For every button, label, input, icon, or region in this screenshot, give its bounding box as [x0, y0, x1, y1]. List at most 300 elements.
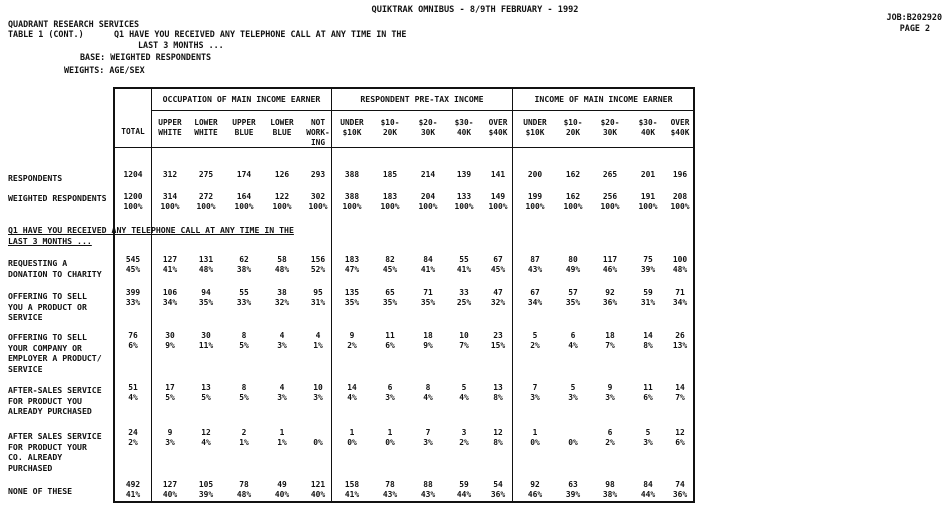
cell-count: 191 [640, 192, 656, 201]
row-label-line: AFTER-SALES SERVICE [8, 385, 102, 395]
cell-percent: 6% [675, 438, 685, 448]
table-cell [408, 480, 448, 501]
cell-count: 1 [532, 428, 538, 437]
cell-percent: 2% [347, 341, 357, 351]
cell-count: 121 [310, 480, 326, 489]
cell-percent: 32% [490, 298, 506, 308]
cell-count: 141 [490, 170, 506, 179]
cell-percent: 7% [459, 341, 469, 351]
cell-percent: 32% [274, 298, 290, 308]
cell-percent: 100% [670, 202, 690, 212]
cell-percent: 2% [128, 438, 138, 448]
column-header-line: NOT [310, 118, 326, 127]
cell-percent: 39% [198, 490, 214, 500]
cell-count: 127 [162, 255, 178, 264]
job-number: JOB:B202920 [886, 12, 942, 22]
column-header-line: ING [310, 137, 326, 147]
cell-count: 149 [490, 192, 506, 201]
cell-count: 84 [643, 480, 653, 489]
cell-percent: 9% [165, 341, 175, 351]
table-cell [478, 288, 518, 309]
cell-count: 312 [162, 170, 178, 179]
column-header-line: 20K [382, 127, 398, 137]
table-cell [660, 331, 700, 352]
question-row-label-1: Q1 HAVE YOU RECEIVED ANY TELEPHONE CALL AT ANY TIME IN THE [8, 225, 294, 235]
cell-count: 314 [162, 192, 178, 201]
cell-percent: 100% [308, 202, 328, 212]
table-cell [590, 331, 630, 352]
cell-percent: 2% [459, 438, 469, 448]
table-cell [113, 170, 153, 180]
cell-count: 54 [493, 480, 503, 489]
table-cell [660, 192, 700, 213]
cell-percent: 35% [344, 298, 360, 308]
table-cell [553, 428, 593, 449]
cell-percent: 100% [563, 202, 583, 212]
table-cell [186, 288, 226, 309]
cell-percent: 100% [160, 202, 180, 212]
table-cell [515, 428, 555, 449]
row-label [8, 173, 62, 184]
cell-percent: 100% [272, 202, 292, 212]
table-cell [553, 383, 593, 404]
table-cell [408, 192, 448, 213]
cell-percent: 33% [125, 298, 141, 308]
row-label [8, 193, 107, 204]
cell-count: 82 [385, 255, 395, 264]
row-label-line: YOU A PRODUCT OR [8, 301, 87, 312]
table-cell [332, 288, 372, 309]
column-header-line: OVER [488, 118, 508, 127]
cell-count: 183 [344, 255, 360, 264]
cell-percent: 3% [423, 438, 433, 448]
cell-count: 11 [643, 383, 653, 392]
table-cell [590, 255, 630, 276]
cell-percent: 40% [162, 490, 178, 500]
table-cell [408, 288, 448, 309]
column-header-line: $40K [670, 127, 690, 137]
table-cell [150, 331, 190, 352]
column-header-line: 30K [420, 127, 436, 137]
table-cell [553, 331, 593, 352]
table-cell [150, 170, 190, 180]
row-label-line: OFFERING TO SELL [8, 291, 87, 301]
cell-percent: 1% [277, 438, 287, 448]
group-header-rule [151, 110, 694, 111]
cell-count: 4 [279, 383, 285, 392]
column-header-line: WORK- [306, 127, 330, 137]
table-cell [515, 170, 555, 180]
cell-percent: 34% [672, 298, 688, 308]
cell-count: 8 [241, 383, 247, 392]
table-cell [478, 480, 518, 501]
cell-percent: 4% [201, 438, 211, 448]
cell-percent: 15% [490, 341, 506, 351]
cell-percent: 33% [236, 298, 252, 308]
table-cell [370, 331, 410, 352]
table-cell [478, 331, 518, 352]
company-name: QUADRANT RESEARCH SERVICES [8, 19, 140, 29]
table-cell [150, 383, 190, 404]
table-cell [224, 428, 264, 449]
column-header-line: TOTAL [121, 127, 145, 136]
cell-count: 265 [602, 170, 618, 179]
cell-count: 55 [459, 255, 469, 264]
table-cell [408, 331, 448, 352]
cell-percent: 3% [568, 393, 578, 403]
cell-percent: 36% [490, 490, 506, 500]
table-cell [224, 480, 264, 501]
column-header-line: UNDER [340, 118, 364, 127]
cell-percent: 5% [165, 393, 175, 403]
cell-percent: 41% [162, 265, 178, 275]
column-header-line: $30- [638, 118, 658, 127]
table-cell [408, 255, 448, 276]
table-cell [515, 255, 555, 276]
cell-percent: 100% [342, 202, 362, 212]
cell-percent: 35% [565, 298, 581, 308]
cell-percent: 0% [530, 438, 540, 448]
cell-count: 272 [198, 192, 214, 201]
cell-percent: 31% [310, 298, 326, 308]
cell-percent: 6% [643, 393, 653, 403]
cell-count: 51 [128, 383, 138, 392]
cell-percent: 3% [165, 438, 175, 448]
cell-count: 1 [387, 428, 393, 437]
table-cell [660, 383, 700, 404]
cell-count: 98 [605, 480, 615, 489]
table-cell [408, 428, 448, 449]
cell-percent: 25% [456, 298, 472, 308]
cell-percent: 100% [234, 202, 254, 212]
table-cell [113, 331, 153, 352]
cell-count: 67 [493, 255, 503, 264]
table-cell [186, 255, 226, 276]
cell-percent: 3% [643, 438, 653, 448]
cell-count: 62 [239, 255, 249, 264]
table-cell [224, 255, 264, 276]
cell-percent: 40% [310, 490, 326, 500]
row-label-line: AFTER SALES SERVICE [8, 431, 102, 441]
table-cell [262, 428, 302, 449]
table-label: TABLE 1 (CONT.) [8, 29, 84, 39]
cell-percent: 13% [672, 341, 688, 351]
table-cell [262, 192, 302, 213]
table-cell [408, 383, 448, 404]
cell-percent: 47% [344, 265, 360, 275]
cell-count: 156 [310, 255, 326, 264]
cell-count: 105 [198, 480, 214, 489]
table-cell [370, 255, 410, 276]
cell-percent: 3% [605, 393, 615, 403]
cell-percent: 43% [420, 490, 436, 500]
column-header-line: UPPER [158, 118, 182, 127]
table-cell [332, 331, 372, 352]
table-cell [478, 255, 518, 276]
cell-percent: 48% [198, 265, 214, 275]
table-cell [590, 480, 630, 501]
cell-count: 71 [423, 288, 433, 297]
column-header-line: UPPER [232, 118, 256, 127]
cell-count: 71 [675, 288, 685, 297]
cell-count: 256 [602, 192, 618, 201]
cell-percent: 3% [277, 393, 287, 403]
table-cell [515, 480, 555, 501]
cell-count: 30 [201, 331, 211, 340]
cell-percent: 3% [385, 393, 395, 403]
cell-percent: 45% [125, 265, 141, 275]
cell-percent: 4% [568, 341, 578, 351]
column-header-line: 30K [602, 127, 618, 137]
cell-count: 12 [493, 428, 503, 437]
cell-count: 9 [349, 331, 355, 340]
cell-count: 26 [675, 331, 685, 340]
cell-percent: 0% [568, 438, 578, 448]
cell-count: 201 [640, 170, 656, 179]
cell-count: 55 [239, 288, 249, 297]
base-label: BASE: WEIGHTED RESPONDENTS [80, 52, 212, 62]
table-cell [478, 383, 518, 404]
table-cell [224, 192, 264, 213]
cell-count: 131 [198, 255, 214, 264]
cell-count: 7 [425, 428, 431, 437]
table-cell [224, 383, 264, 404]
cell-percent: 6% [128, 341, 138, 351]
cell-count: 18 [423, 331, 433, 340]
table-cell [478, 170, 518, 180]
row-label [8, 486, 72, 497]
cell-percent: 100% [380, 202, 400, 212]
cell-percent: 1% [313, 341, 323, 351]
cell-percent: 35% [382, 298, 398, 308]
cell-percent: 4% [128, 393, 138, 403]
cell-count: 17 [165, 383, 175, 392]
cell-count: 133 [456, 192, 472, 201]
cell-percent: 9% [423, 341, 433, 351]
column-header-line: 40K [640, 127, 656, 137]
cell-percent: 39% [565, 490, 581, 500]
table-cell [224, 331, 264, 352]
cell-count: 13 [493, 383, 503, 392]
cell-count: 78 [385, 480, 395, 489]
cell-percent: 35% [198, 298, 214, 308]
table-cell [262, 288, 302, 309]
cell-count: 204 [420, 192, 436, 201]
table-cell [332, 428, 372, 449]
cell-percent: 41% [420, 265, 436, 275]
cell-percent: 48% [274, 265, 290, 275]
table-cell [370, 383, 410, 404]
cell-percent: 43% [382, 490, 398, 500]
column-header-line: $40K [488, 127, 508, 137]
cell-percent: 38% [602, 490, 618, 500]
cell-count: 59 [459, 480, 469, 489]
cell-count: 208 [672, 192, 688, 201]
cell-count: 10 [313, 383, 323, 392]
table-cell [150, 192, 190, 213]
cell-percent: 52% [310, 265, 326, 275]
cell-count: 18 [605, 331, 615, 340]
cell-count: 158 [344, 480, 360, 489]
cell-percent: 6% [385, 341, 395, 351]
cell-percent: 44% [456, 490, 472, 500]
table-cell [370, 288, 410, 309]
cell-count: 100 [672, 255, 688, 264]
cell-count: 199 [527, 192, 543, 201]
group-main-income: INCOME OF MAIN INCOME EARNER [534, 94, 673, 104]
row-label-line: CO. ALREADY [8, 452, 63, 463]
cell-percent: 100% [600, 202, 620, 212]
cell-percent: 45% [490, 265, 506, 275]
cell-percent: 48% [672, 265, 688, 275]
cell-count: 92 [530, 480, 540, 489]
cell-count: 200 [527, 170, 543, 179]
column-header-line: $10- [563, 118, 583, 127]
cell-count: 164 [236, 192, 252, 201]
cell-percent: 5% [239, 393, 249, 403]
cell-count: 14 [643, 331, 653, 340]
cell-percent: 38% [236, 265, 252, 275]
cell-count: 4 [315, 331, 321, 340]
cell-count: 9 [607, 383, 613, 392]
cell-count [553, 428, 593, 438]
cell-count: 8 [241, 331, 247, 340]
cell-count: 4 [279, 331, 285, 340]
cell-count: 293 [310, 170, 326, 179]
table-cell [150, 428, 190, 449]
cell-count: 399 [125, 288, 141, 297]
cell-percent: 8% [493, 438, 503, 448]
cell-count: 23 [493, 331, 503, 340]
cell-count: 94 [201, 288, 211, 297]
cell-percent: 35% [420, 298, 436, 308]
cell-percent: 41% [125, 490, 141, 500]
table-cell [590, 192, 630, 213]
row-label [8, 258, 102, 279]
cell-count: 127 [162, 480, 178, 489]
cell-count: 214 [420, 170, 436, 179]
cell-count: 63 [568, 480, 578, 489]
cell-count: 78 [239, 480, 249, 489]
cell-count: 14 [675, 383, 685, 392]
column-header-line: $20- [600, 118, 620, 127]
cell-percent: 44% [640, 490, 656, 500]
cell-count: 139 [456, 170, 472, 179]
cell-count: 545 [125, 255, 141, 264]
cell-percent: 43% [527, 265, 543, 275]
cell-count: 388 [344, 170, 360, 179]
table-cell [113, 428, 153, 449]
row-label-line: SERVICE [8, 312, 43, 323]
table-cell [332, 255, 372, 276]
column-header-line: BLUE [234, 127, 254, 137]
table-cell [515, 331, 555, 352]
cell-percent: 100% [525, 202, 545, 212]
cell-percent: 0% [313, 438, 323, 448]
table-cell [553, 170, 593, 180]
table-cell [332, 170, 372, 180]
cell-count: 74 [675, 480, 685, 489]
cell-percent: 36% [672, 490, 688, 500]
cell-percent: 5% [201, 393, 211, 403]
cell-count: 49 [277, 480, 287, 489]
column-header-line: 20K [565, 127, 581, 137]
cell-count: 92 [605, 288, 615, 297]
cell-count: 126 [274, 170, 290, 179]
table-cell [370, 192, 410, 213]
row-label-line: SERVICE [8, 363, 43, 374]
cell-percent: 4% [459, 393, 469, 403]
page-number: PAGE 2 [899, 23, 930, 33]
cell-count: 135 [344, 288, 360, 297]
cell-percent: 41% [456, 265, 472, 275]
question-row-label-2: LAST 3 MONTHS ... [8, 236, 92, 246]
cell-percent: 7% [605, 341, 615, 351]
table-cell [224, 288, 264, 309]
row-label [8, 431, 102, 473]
table-cell [590, 288, 630, 309]
cell-count: 122 [274, 192, 290, 201]
cell-percent: 0% [385, 438, 395, 448]
table-cell [262, 255, 302, 276]
cell-count: 2 [241, 428, 247, 437]
table-cell [590, 170, 630, 180]
table-cell [332, 480, 372, 501]
cell-count: 10 [459, 331, 469, 340]
table-cell [590, 383, 630, 404]
cell-count: 1204 [123, 170, 143, 179]
cell-percent: 48% [236, 490, 252, 500]
cell-count: 183 [382, 192, 398, 201]
cell-count: 117 [602, 255, 618, 264]
table-cell [660, 255, 700, 276]
row-label-line: RESPONDENTS [8, 173, 63, 183]
cell-percent: 5% [239, 341, 249, 351]
row-label-line: FOR PRODUCT YOUR [8, 441, 87, 452]
cell-percent: 3% [530, 393, 540, 403]
table-cell [515, 288, 555, 309]
cell-percent: 100% [196, 202, 216, 212]
cell-count: 14 [347, 383, 357, 392]
table-cell [186, 480, 226, 501]
row-label-line: WEIGHTED RESPONDENTS [8, 193, 107, 203]
group-occupation: OCCUPATION OF MAIN INCOME EARNER [162, 94, 321, 104]
weights-label: WEIGHTS: AGE/SEX [64, 65, 145, 75]
row-label-line: YOUR COMPANY OR [8, 342, 82, 353]
cell-percent: 100% [123, 202, 143, 212]
row-label-line: NONE OF THESE [8, 486, 73, 496]
table-cell [113, 383, 153, 404]
cell-count: 6 [387, 383, 393, 392]
row-label-line: PURCHASED [8, 462, 53, 473]
cell-count: 67 [530, 288, 540, 297]
cell-count: 6 [607, 428, 613, 437]
cell-count: 1200 [123, 192, 143, 201]
cell-count: 87 [530, 255, 540, 264]
cell-count: 5 [645, 428, 651, 437]
cell-percent: 46% [527, 490, 543, 500]
cell-count: 9 [167, 428, 173, 437]
table-cell [515, 192, 555, 213]
cell-count: 59 [643, 288, 653, 297]
column-header-line: $30- [454, 118, 474, 127]
cell-percent: 2% [605, 438, 615, 448]
column-header-line: OVER [670, 118, 690, 127]
cell-count: 1 [349, 428, 355, 437]
cell-percent: 4% [423, 393, 433, 403]
cell-percent: 46% [602, 265, 618, 275]
table-cell [553, 288, 593, 309]
